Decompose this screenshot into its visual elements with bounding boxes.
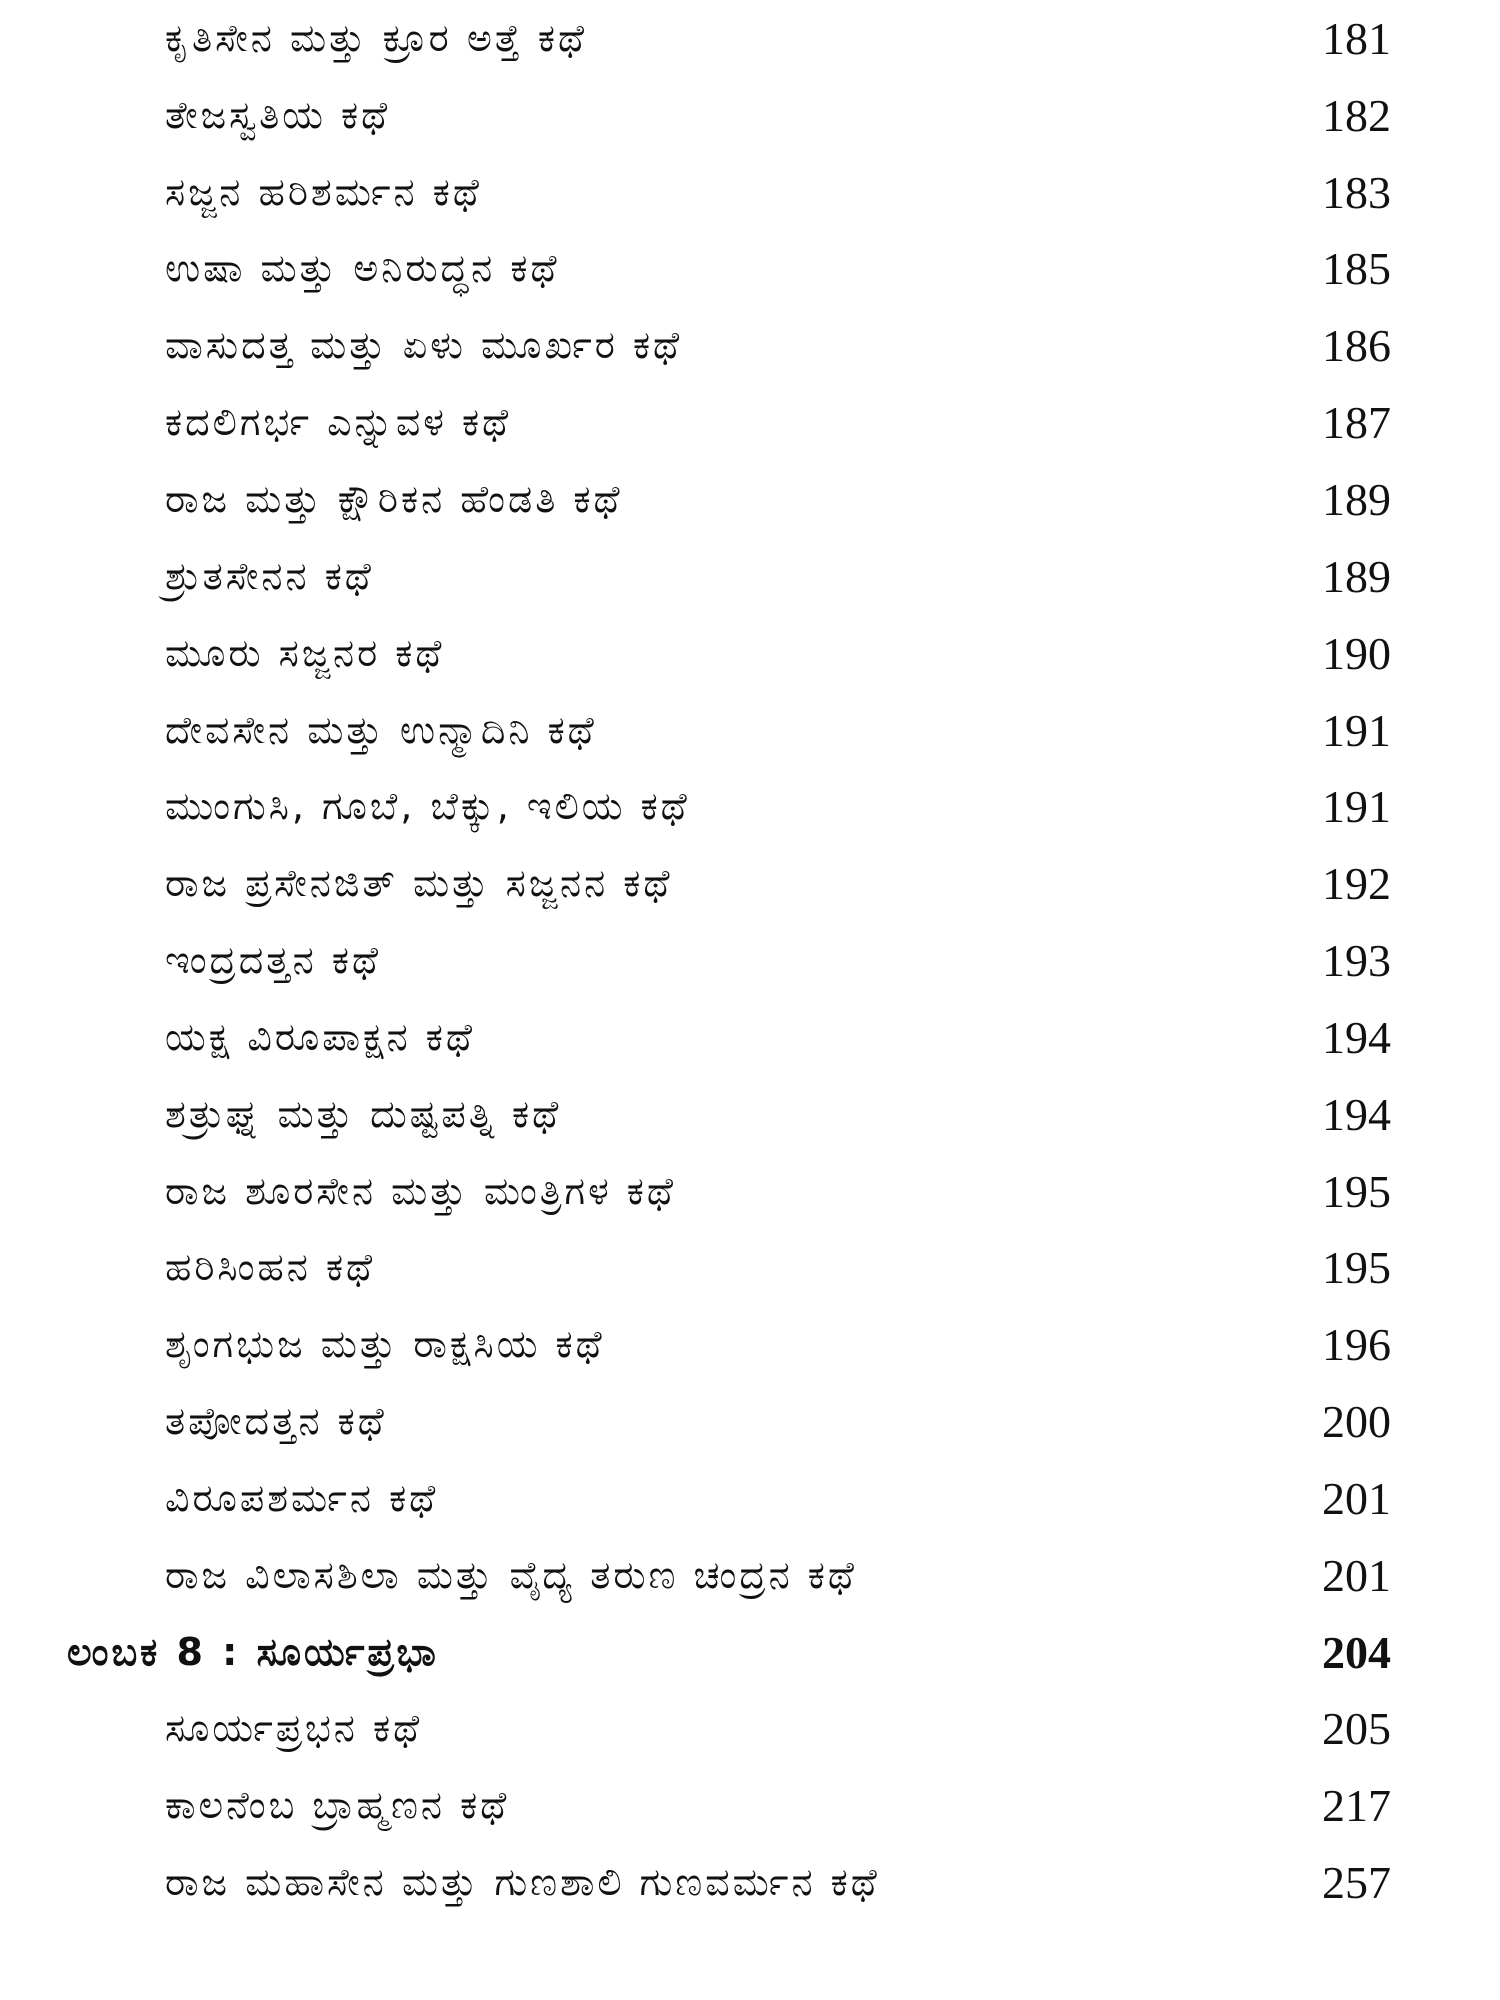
entry-title: ದೇವಸೇನ ಮತ್ತು ಉನ್ಮಾದಿನಿ ಕಥೆ: [165, 707, 597, 752]
toc-entry: [0, 461, 1500, 538]
toc-entry: [0, 615, 1500, 692]
entry-title: ಇಂದ್ರದತ್ತನ ಕಥೆ: [165, 938, 382, 983]
entry-page-number: 191: [1322, 781, 1391, 833]
entry-page-number: 189: [1322, 473, 1391, 525]
entry-title: ಕೃತಿಸೇನ ಮತ್ತು ಕ್ರೂರ ಅತ್ತೆ ಕಥೆ: [165, 15, 588, 60]
toc-entry: [0, 1691, 1500, 1768]
entry-title: ತಪೋದತ್ತನ ಕಥೆ: [165, 1399, 387, 1444]
toc-entry: [0, 1153, 1500, 1230]
entry-title: ವಿರೂಪಶರ್ಮನ ಕಥೆ: [165, 1475, 439, 1520]
entry-page-number: 193: [1322, 935, 1391, 987]
entry-page-number: 257: [1322, 1857, 1391, 1909]
entry-title: ಯಕ್ಷ ವಿರೂಪಾಕ್ಷನ ಕಥೆ: [165, 1014, 475, 1059]
entry-title: ರಾಜ ಮಹಾಸೇನ ಮತ್ತು ಗುಣಶಾಲಿ ಗುಣವರ್ಮನ ಕಥೆ: [165, 1860, 880, 1905]
toc-entry: [0, 77, 1500, 154]
entry-title: ಮೂರು ಸಜ್ಜನರ ಕಥೆ: [165, 630, 445, 675]
toc-entry: [0, 1383, 1500, 1460]
toc-entry: [0, 154, 1500, 231]
toc-entry: [0, 1076, 1500, 1153]
entry-page-number: 189: [1322, 550, 1391, 602]
toc-entry: [0, 0, 1500, 77]
entry-page-number: 196: [1322, 1319, 1391, 1371]
entry-title: ಕದಲಿಗರ್ಭ ಎನ್ನುವಳ ಕಥೆ: [165, 400, 512, 445]
toc-entry: [0, 1767, 1500, 1844]
entry-title: ವಾಸುದತ್ತ ಮತ್ತು ಏಳು ಮೂರ್ಖರ ಕಥೆ: [165, 323, 683, 368]
entry-page-number: 183: [1322, 166, 1391, 218]
toc-entry: [0, 1844, 1500, 1921]
toc-entry: [0, 692, 1500, 769]
entry-title: ಶತ್ರುಘ್ನ ಮತ್ತು ದುಷ್ಟಪತ್ನಿ ಕಥೆ: [165, 1091, 562, 1136]
entry-title: ಸೂರ್ಯಪ್ರಭನ ಕಥೆ: [165, 1706, 423, 1751]
toc-entry: [0, 999, 1500, 1076]
toc-entry: [0, 307, 1500, 384]
entry-page-number: 191: [1322, 704, 1391, 756]
entry-page-number: 194: [1322, 1011, 1391, 1063]
entry-title: ರಾಜ ಶೂರಸೇನ ಮತ್ತು ಮಂತ್ರಿಗಳ ಕಥೆ: [165, 1168, 676, 1213]
entry-title: ಕಾಲನೆಂಬ ಬ್ರಾಹ್ಮಣನ ಕಥೆ: [165, 1783, 510, 1828]
toc-entry: [0, 845, 1500, 922]
entry-page-number: 195: [1322, 1165, 1391, 1217]
entry-page-number: 195: [1322, 1242, 1391, 1294]
entry-page-number: 182: [1322, 89, 1391, 141]
entry-page-number: 190: [1322, 627, 1391, 679]
toc-entry: [0, 1537, 1500, 1614]
entry-page-number: 205: [1322, 1703, 1391, 1755]
entry-page-number: 187: [1322, 397, 1391, 449]
entry-page-number: 200: [1322, 1396, 1391, 1448]
section-heading-title: ಲಂಬಕ 8 : ಸೂರ್ಯಪ್ರಭಾ: [67, 1629, 439, 1674]
entry-page-number: 185: [1322, 243, 1391, 295]
toc-entry: [0, 1306, 1500, 1383]
entry-title: ರಾಜ ಪ್ರಸೇನಜಿತ್ ಮತ್ತು ಸಜ್ಜನನ ಕಥೆ: [165, 861, 673, 906]
entry-title: ಉಷಾ ಮತ್ತು ಅನಿರುದ್ಧನ ಕಥೆ: [165, 246, 560, 291]
entry-page-number: 186: [1322, 320, 1391, 372]
entry-page-number: 181: [1322, 12, 1391, 64]
toc-entry: [0, 384, 1500, 461]
section-heading: [0, 1614, 1500, 1691]
entry-title: ರಾಜ ವಿಲಾಸಶಿಲಾ ಮತ್ತು ವೈದ್ಯ ತರುಣ ಚಂದ್ರನ ಕಥೆ: [165, 1552, 857, 1597]
entry-title: ತೇಜಸ್ವತಿಯ ಕಥೆ: [165, 92, 391, 137]
toc-entry: [0, 1460, 1500, 1537]
entry-page-number: 217: [1322, 1780, 1391, 1832]
entry-title: ಸಜ್ಜನ ಹರಿಶರ್ಮನ ಕಥೆ: [165, 169, 482, 214]
entry-title: ಶೃಂಗಭುಜ ಮತ್ತು ರಾಕ್ಷಸಿಯ ಕಥೆ: [165, 1322, 605, 1367]
entry-title: ಮುಂಗುಸಿ, ಗೂಬೆ, ಬೆಕ್ಕು, ಇಲಿಯ ಕಥೆ: [165, 784, 690, 829]
toc-entry: [0, 231, 1500, 308]
entry-page-number: 201: [1322, 1549, 1391, 1601]
entry-title: ಶ್ರುತಸೇನನ ಕಥೆ: [165, 553, 374, 598]
toc-entry: [0, 538, 1500, 615]
entry-page-number: 194: [1322, 1088, 1391, 1140]
toc-entry: [0, 1230, 1500, 1307]
entry-page-number: 201: [1322, 1472, 1391, 1524]
entry-page-number: 192: [1322, 858, 1391, 910]
entry-title: ಹರಿಸಿಂಹನ ಕಥೆ: [165, 1245, 376, 1290]
toc-entry: [0, 922, 1500, 999]
toc-entry: [0, 768, 1500, 845]
section-heading-page-number: 204: [1322, 1626, 1391, 1678]
entry-title: ರಾಜ ಮತ್ತು ಕ್ಷೌರಿಕನ ಹೆಂಡತಿ ಕಥೆ: [165, 476, 623, 521]
